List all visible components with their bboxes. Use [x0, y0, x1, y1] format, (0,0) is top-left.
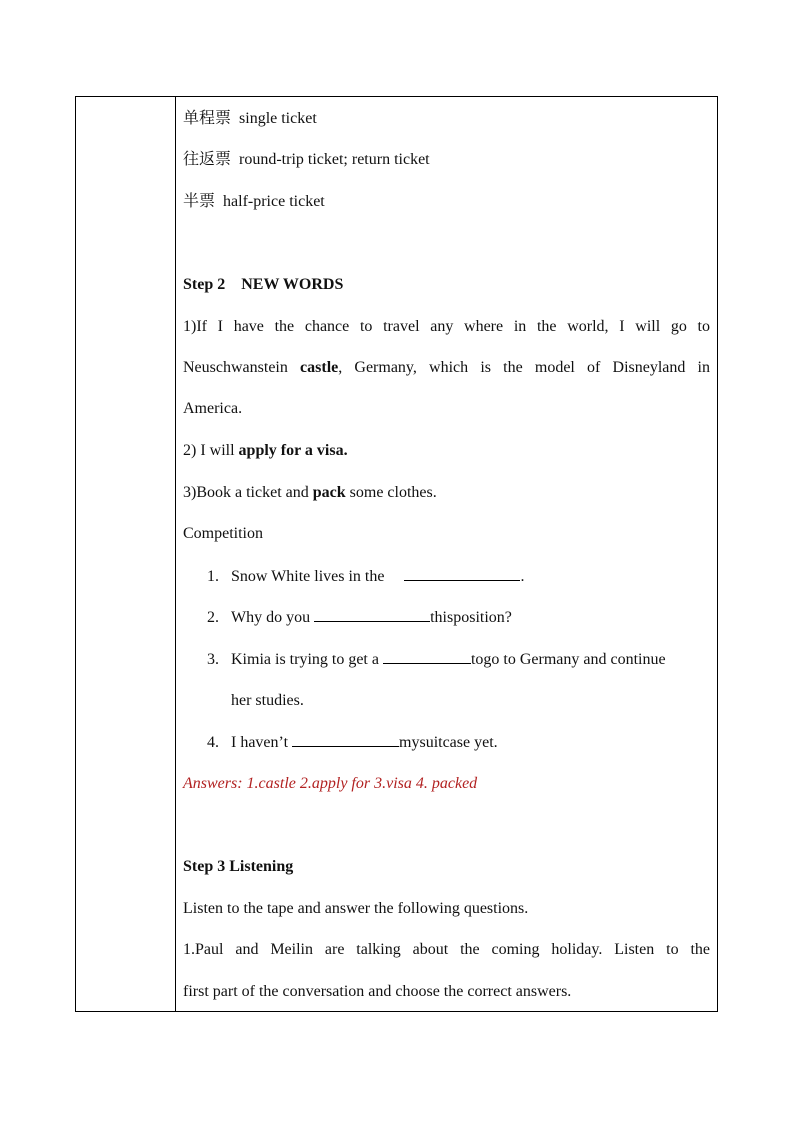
- left-column: [76, 97, 176, 1011]
- sentence-2: [183, 441, 710, 461]
- ticket-line-return: [183, 150, 710, 170]
- keyword-castle: castle: [300, 359, 339, 376]
- step2-heading: [183, 275, 710, 295]
- sentence-text: some clothes.: [345, 484, 437, 501]
- item-text: Kimia is trying to get a: [231, 651, 383, 668]
- step3-intro: Listen to the tape and answer the following questions.: [183, 900, 529, 917]
- item-text: Why do you: [231, 609, 315, 626]
- list-item: [207, 649, 710, 670]
- sentence-1-line-2: [183, 358, 710, 378]
- step2-label: Step 2: [183, 276, 226, 293]
- sentence-3: [183, 483, 710, 503]
- item-number: 2.: [207, 609, 219, 626]
- list-item: [207, 566, 710, 587]
- step3-heading: Step 3 Listening: [183, 858, 294, 875]
- list-item: [207, 607, 710, 628]
- sentence-text: , Germany, which is the model of Disneyland in: [338, 359, 711, 376]
- list-item: [207, 732, 710, 753]
- ticket-en: half-price ticket: [223, 193, 325, 210]
- list-item-continuation: her studies.: [231, 692, 304, 709]
- sentence-1-line-3: America.: [183, 400, 243, 417]
- item-text: Snow White lives in the: [231, 568, 389, 585]
- answers-line: Answers: 1.castle 2.apply for 3.visa 4. packed: [183, 775, 478, 792]
- sentence-text: 2) I will: [183, 442, 239, 459]
- step3-question-line-1: 1.Paul and Meilin are talking about the coming holiday. Listen to the: [183, 941, 710, 958]
- item-text: .: [520, 568, 525, 585]
- keyword-pack: pack: [312, 484, 346, 501]
- step3-question-line-2: first part of the conversation and choose the correct answers.: [183, 983, 572, 1000]
- ticket-line-single: [183, 109, 710, 129]
- step2-title: NEW WORDS: [241, 276, 344, 293]
- item-number: 1.: [207, 568, 219, 585]
- ticket-en: round-trip ticket; return ticket: [239, 151, 430, 168]
- keyword-visa: apply for a visa.: [238, 442, 348, 459]
- item-text: togo to Germany and continue: [470, 651, 666, 668]
- item-number: 3.: [207, 651, 219, 668]
- ticket-en: single ticket: [239, 110, 317, 127]
- ticket-cn: 半票: [183, 193, 216, 210]
- ticket-line-half: [183, 192, 710, 212]
- ticket-cn: 往返票: [183, 151, 232, 168]
- item-text: thisposition?: [430, 609, 512, 626]
- ticket-cn: 单程票: [183, 110, 232, 127]
- sentence-1-line-1: 1)If I have the chance to travel any where in the world, I will go to: [183, 318, 710, 335]
- answer-blank[interactable]: [314, 607, 430, 622]
- item-number: 4.: [207, 734, 219, 751]
- answer-blank[interactable]: [292, 732, 399, 747]
- sentence-text: 3)Book a ticket and: [183, 484, 313, 501]
- answer-blank[interactable]: [383, 649, 471, 664]
- lesson-table: [75, 96, 718, 1012]
- sentence-text: Neuschwanstein: [183, 359, 301, 376]
- item-text: mysuitcase yet.: [399, 734, 498, 751]
- item-text: I haven’t: [231, 734, 293, 751]
- answer-blank[interactable]: [404, 566, 520, 581]
- competition-title: Competition: [183, 525, 263, 542]
